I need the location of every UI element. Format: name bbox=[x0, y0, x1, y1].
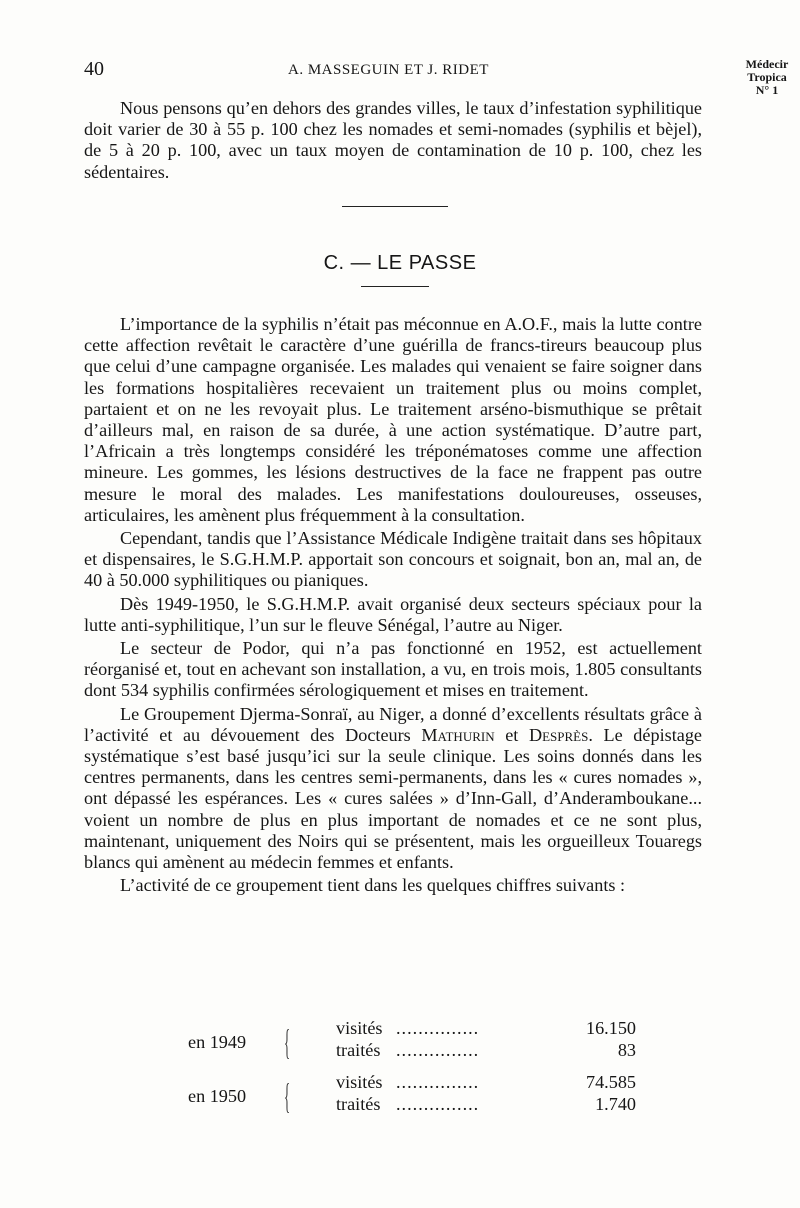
groupement-text-a: Le Groupement Djerma-Sonraï, au Niger, a donné d’excellents résultats grâce à l’activité et au dévouement des Docteurs bbox=[84, 703, 702, 745]
intro-paragraph: Nous pensons qu’en dehors des grandes villes, le taux d’infestation syphilitique doit varier de 30 à 55 p. 100 chez les nomades et semi-nomades (syphilis et bèjel), de 5 à 20 p. 100, avec un taux moyen de contamination de 10 p. 100, chez les sédentaires. bbox=[84, 98, 702, 182]
groupement-text-c: . Le dépistage systématique s’est basé jusqu’ici sur la seule clinique. Les soins donnés dans les centres permanents, dans les centres semi-permanents, dans les « cures nomades », ont dépassé les espérances. Les « cures salées » d’Inn-Gall, d’Anderamboukane... voient un nombre de plus en plus important de nomades et ce ne sont plus, maintenant, uniquement des Noirs qui se présentent, mais les orgueilleux Touaregs blancs qui amènent au médecin femmes et enfants. bbox=[84, 724, 702, 873]
divider-under-heading bbox=[361, 286, 429, 287]
leader-dots: ............... bbox=[396, 1040, 480, 1060]
journal-line-1: Médecir bbox=[745, 58, 789, 71]
year-label: en 1950 bbox=[188, 1086, 247, 1106]
stats-group-1949 bbox=[84, 1018, 724, 1066]
paragraph-importance: L’importance de la syphilis n’était pas méconnue en A.O.F., mais la lutte contre cette affection revêtait le caractère d’une guérilla de francs-tireurs beaucoup plus que celui d’une campagne organisée. Les malades qui venaient se faire soigner dans les formations hospitalières recevaient un traitement plus ou moins complet, partaient et on ne les revoyait plus. Le traitement arséno-bismuthique se prêtait d’ailleurs mal, en raison de sa durée, à une action systématique. D’autre part, l’Africain a très longtemps considéré les tréponématoses comme une affection mineure. Les gommes, les lésions destructives de la face ne frappent pas outre mesure le moral des malades. Les manifestations douloureuses, osseuses, articulaires, les amènent plus fréquemment à la consultation. bbox=[84, 314, 702, 525]
page-number: 40 bbox=[84, 58, 104, 80]
paragraph-secteurs: Dès 1949-1950, le S.G.H.M.P. avait organisé deux secteurs spéciaux pour la lutte anti-syphilitique, l’un sur le fleuve Sénégal, l’autre au Niger. bbox=[84, 593, 702, 635]
row-label: visités bbox=[336, 1072, 383, 1092]
groupement-text-b: et bbox=[505, 724, 519, 745]
row-label: traités bbox=[336, 1040, 381, 1060]
journal-line-2: Tropica bbox=[747, 71, 787, 84]
section-heading: C. — LE PASSE bbox=[323, 252, 477, 274]
divider-top bbox=[342, 206, 448, 207]
leader-dots: ............... bbox=[396, 1072, 480, 1092]
year-label: en 1949 bbox=[188, 1032, 247, 1052]
leader-dots: ............... bbox=[396, 1018, 480, 1038]
row-value: 1.740 bbox=[595, 1094, 636, 1114]
paragraph-cependant: Cependant, tandis que l’Assistance Médicale Indigène traitait dans ses hôpitaux et dispensaires, le S.G.H.M.P. apportait son concours et soignait, bon an, mal an, de 40 à 50.000 syphilitiques ou pianiques. bbox=[84, 528, 702, 591]
stats-row-visites bbox=[336, 1018, 636, 1040]
journal-line-3: N° 1 bbox=[755, 84, 779, 97]
leader-dots: ............... bbox=[396, 1094, 480, 1114]
stats-table bbox=[84, 1018, 724, 1126]
doctor-name-despres: Desprès bbox=[528, 724, 589, 745]
stats-group-1950 bbox=[84, 1072, 724, 1120]
intro-block bbox=[84, 98, 702, 183]
row-value: 16.150 bbox=[585, 1018, 636, 1038]
row-label: visités bbox=[336, 1018, 383, 1038]
stats-row-traites bbox=[336, 1040, 636, 1062]
row-value: 74.585 bbox=[585, 1072, 636, 1092]
doctor-name-mathurin: Mathurin bbox=[421, 724, 495, 745]
paragraph-podor: Le secteur de Podor, qui n’a pas fonctionné en 1952, est actuellement réorganisé et, tout en achevant son installation, a vu, en trois mois, 1.805 consultants dont 534 syphilis confirmées sérologiquement et mises en traitement. bbox=[84, 638, 702, 701]
main-text bbox=[84, 314, 702, 898]
paragraph-activite: L’activité de ce groupement tient dans les quelques chiffres suivants : bbox=[120, 875, 626, 896]
paragraph-groupement bbox=[84, 704, 702, 874]
journal-title bbox=[734, 58, 800, 97]
running-head: A. MASSEGUIN ET J. RIDET bbox=[288, 62, 489, 78]
brace: { bbox=[284, 1022, 291, 1062]
row-value: 83 bbox=[617, 1040, 636, 1060]
stats-row-visites bbox=[336, 1072, 636, 1094]
brace: { bbox=[284, 1076, 291, 1116]
stats-row-traites bbox=[336, 1094, 636, 1116]
row-label: traités bbox=[336, 1094, 381, 1114]
